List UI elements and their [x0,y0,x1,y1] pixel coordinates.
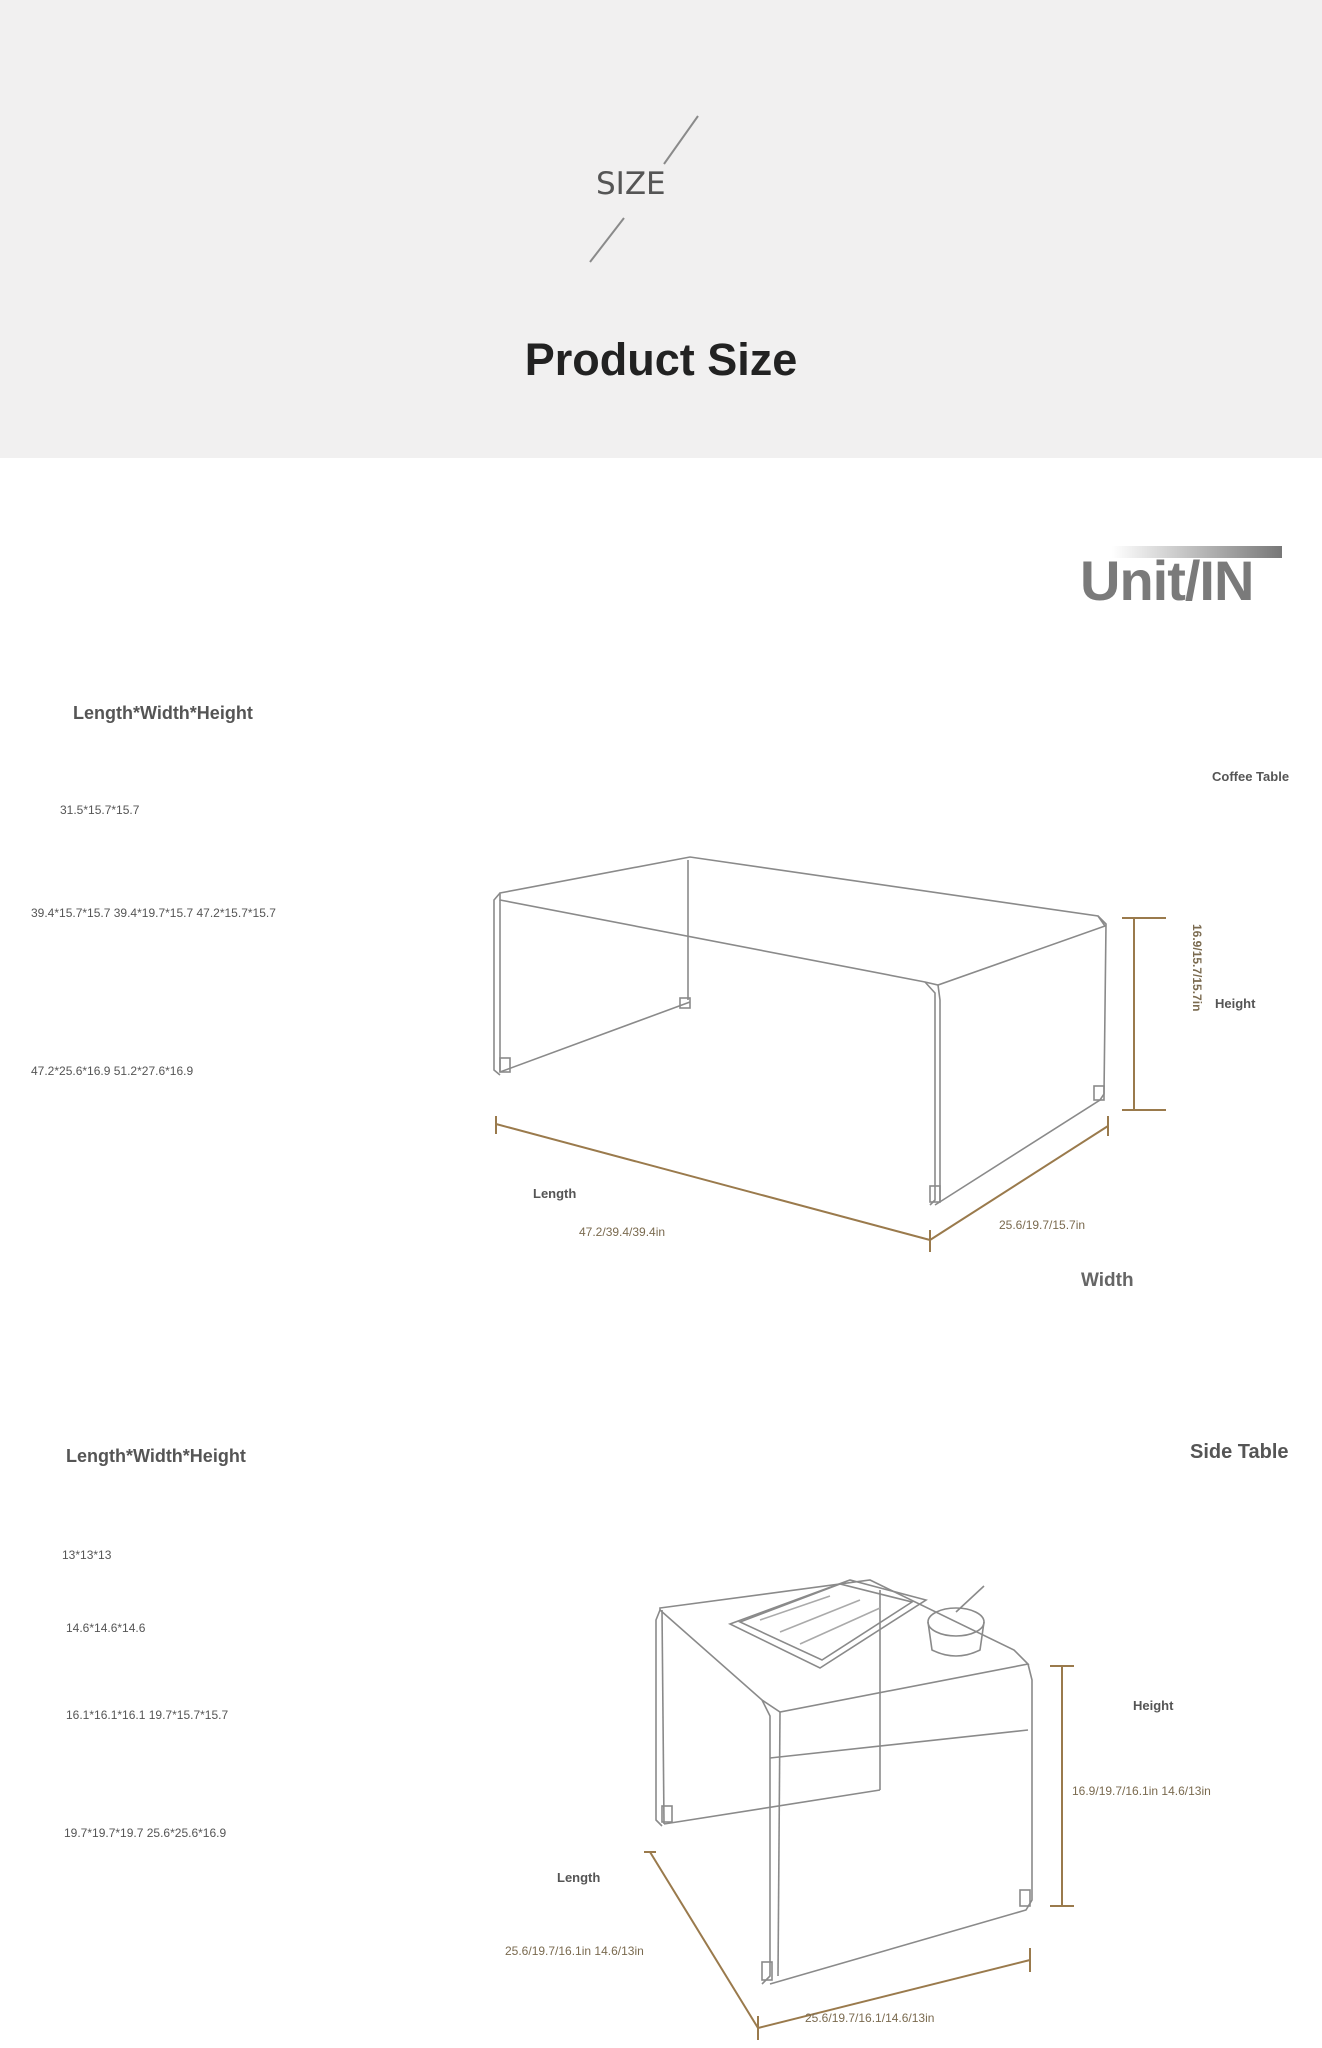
coffee-column-header: Length*Width*Height [73,703,253,723]
coffee-section-title: Coffee Table [1212,769,1290,784]
coffee-spec-3: 47.2*25.6*16.9 51.2*27.6*16.9 [31,1064,194,1078]
side-column-header: Length*Width*Height [66,1446,246,1466]
slash-bottom-icon [590,218,624,262]
side-spec-4: 19.7*19.7*19.7 25.6*25.6*16.9 [64,1826,227,1840]
coffee-spec-2: 39.4*15.7*15.7 39.4*19.7*15.7 47.2*15.7*15.7 [31,906,276,920]
side-length-value: 25.6/19.7/16.1in 14.6/13in [505,1944,644,1958]
unit-label: Unit/IN [1080,549,1254,612]
side-table-drawing [656,1580,1032,1984]
side-height-label: Height [1133,1698,1174,1713]
coffee-width-label: Width [1081,1270,1134,1291]
side-spec-2: 14.6*14.6*14.6 [66,1621,146,1635]
side-spec-3: 16.1*16.1*16.1 19.7*15.7*15.7 [66,1708,229,1722]
coffee-length-value: 47.2/39.4/39.4in [579,1225,666,1239]
coffee-spec-1: 31.5*15.7*15.7 [60,803,140,817]
side-spec-1: 13*13*13 [62,1548,112,1562]
coffee-table-drawing [494,857,1106,1205]
page-title: Product Size [524,334,798,385]
side-width-value: 25.6/19.7/16.1/14.6/13in [805,2011,935,2025]
side-height-value: 16.9/19.7/16.1in 14.6/13in [1072,1784,1211,1798]
coffee-width-value: 25.6/19.7/15.7in [999,1218,1086,1232]
side-section-title: Side Table [1190,1441,1289,1463]
coffee-height-value: 16.9/15.7/15.7in [1190,924,1204,1012]
coffee-length-label: Length [533,1186,577,1201]
coffee-height-label: Height [1215,996,1256,1011]
slash-top-icon [664,116,698,164]
size-word: SIZE [596,166,666,202]
coffee-table-dimensions [496,918,1166,1252]
side-length-label: Length [557,1870,601,1885]
side-table-dimensions [644,1666,1074,2040]
